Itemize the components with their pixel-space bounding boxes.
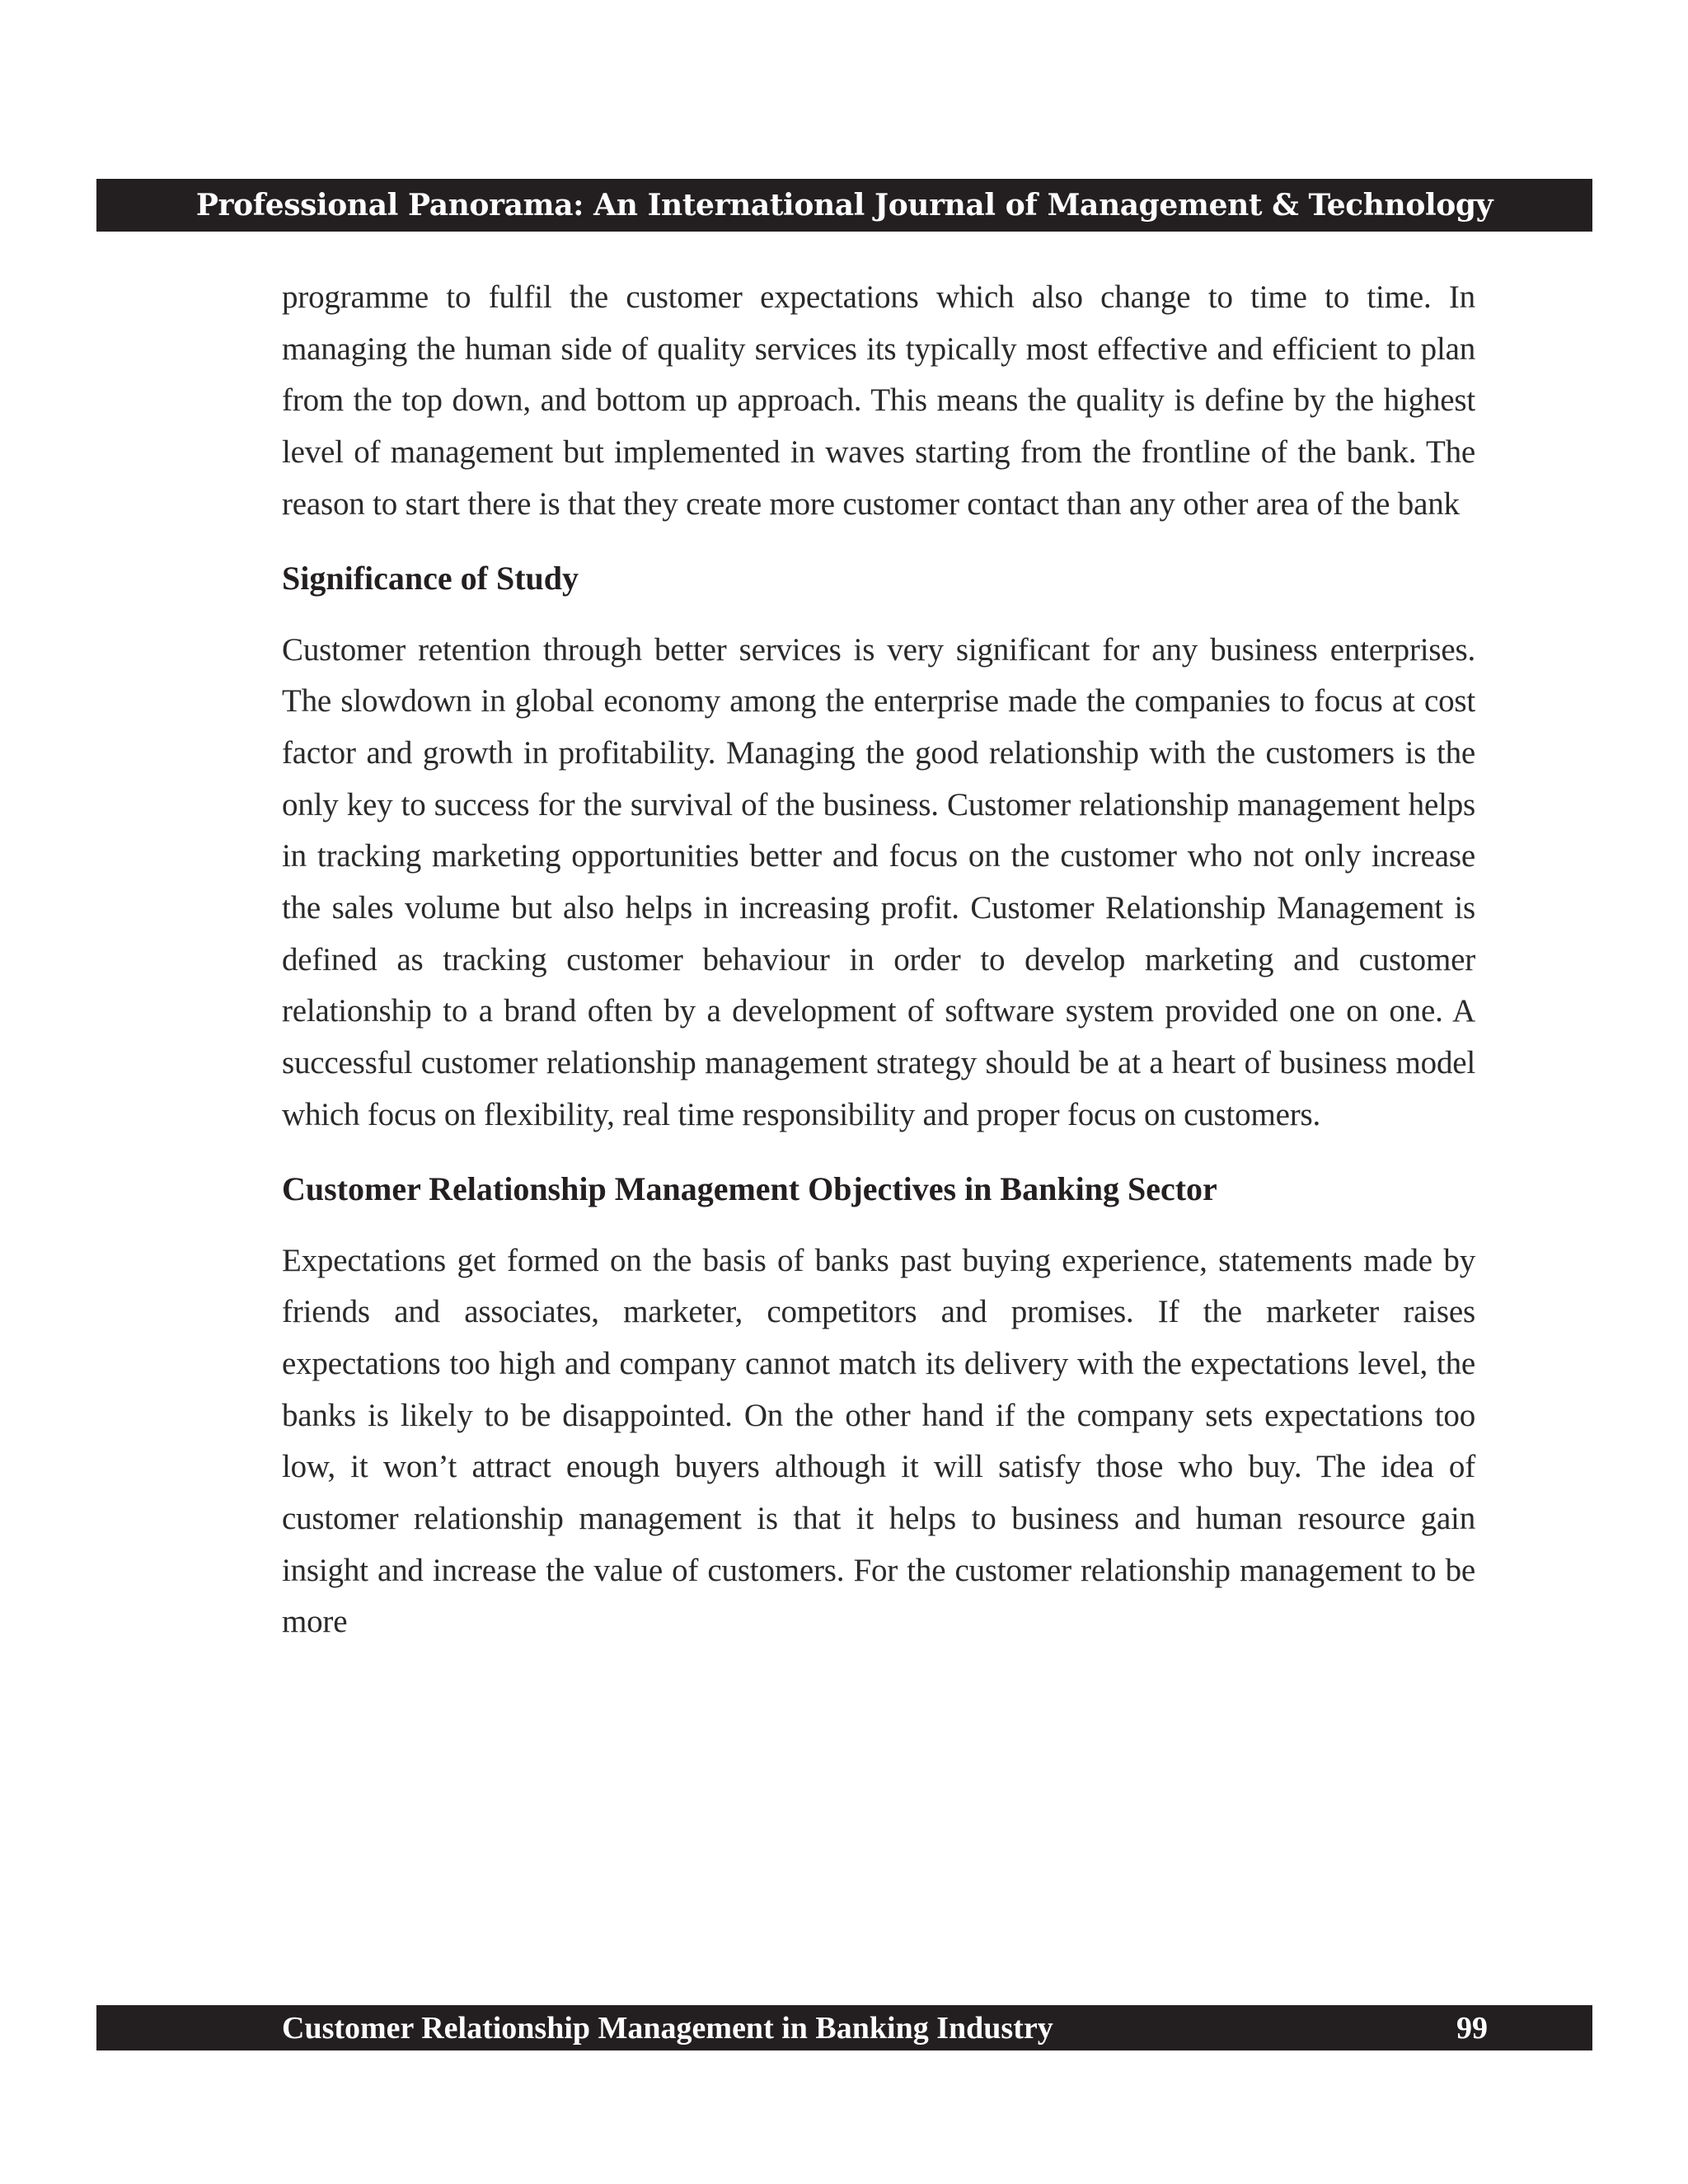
running-footer-title: Customer Relationship Management in Banking Industry	[282, 2010, 1053, 2046]
journal-title: Professional Panorama: An International Journal of Management & Technology	[195, 188, 1493, 223]
page-content	[282, 272, 1475, 1673]
page-number: 99	[1456, 2010, 1488, 2046]
paragraph-significance: Customer retention through better services is very significant for any business enterprises. The slowdown in global economy among the enterprise made the companies to focus at cost factor and growth in profitability. Managing the good relationship with the customers is the only key to success for the survival of the business. Customer relationship management helps in tracking marketing opportunities better and focus on the customer who not only increase the sales volume but also helps in increasing profit. Customer Relationship Management is defined as tracking customer behaviour in order to develop marketing and customer relationship to a brand often by a development of software system provided one on one. A successful customer relationship management strategy should be at a heart of business model which focus on flexibility, real time responsibility and proper focus on customers.	[282, 631, 1475, 1132]
journal-header-bar	[96, 179, 1592, 232]
paragraph-objectives: Expectations get formed on the basis of banks past buying experience, statements made by friends and associates, marketer, competitors and promises. If the marketer raises expectations too high and company cannot match its delivery with the expectations level, the banks is likely to be disappointed. On the other hand if the company sets expectations too low, it won’t attract enough buyers although it will satisfy those who buy. The idea of customer relationship management is that it helps to business and human resource gain insight and increase the value of customers. For the customer relationship management to be more	[282, 1242, 1475, 1640]
section-heading-objectives: Customer Relationship Management Objectives in Banking Sector	[282, 1169, 1217, 1207]
section-heading-significance: Significance of Study	[282, 559, 579, 597]
paragraph-continuation: programme to fulfil the customer expectations which also change to time to time. In managing the human side of quality services its typically most effective and efficient to plan from the top down, and bottom up approach. This means the quality is define by the highest level of management but implemented in waves starting from the frontline of the bank. The reason to start there is that they create more customer contact than any other area of the bank	[282, 279, 1475, 522]
page-footer-bar	[96, 2005, 1592, 2050]
